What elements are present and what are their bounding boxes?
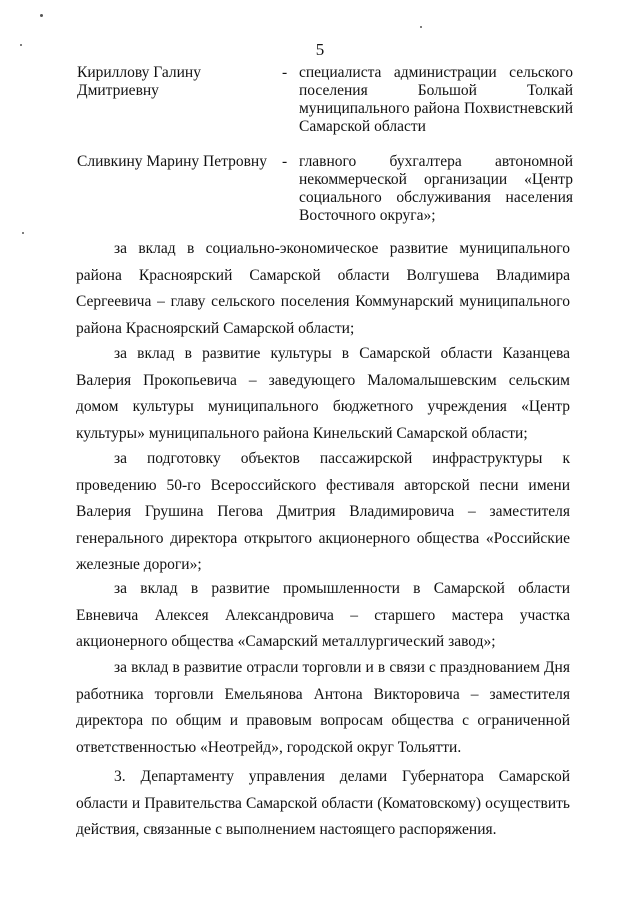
person-dash: - — [282, 64, 288, 81]
award-paragraph: за вклад в социально-экономическое развитие муниципального района Красноярский Самарской области Волгушева Владимира Сергеевича – главу сельского поселения Коммунарский муниципального района Красноярский Самарской области; — [76, 240, 570, 337]
page-number: 5 — [315, 40, 325, 59]
person-name: Сливкину Марину Петровну — [77, 153, 267, 170]
person-name: Кириллову Галину Дмитриевну — [77, 64, 201, 99]
person-position: специалиста администрации сельского поселения Большой Толкай муниципального района Похвистневский Самарской области — [299, 64, 573, 135]
scan-speck — [420, 26, 422, 28]
scan-speck — [40, 14, 43, 17]
award-paragraph: за подготовку объектов пассажирской инфраструктуры к проведению 50-го Всероссийского фестиваля авторской песни имени Валерия Грушина Пегова Дмитрия Владимировича – заместителя генерального директора открытого акционерного общества «Российские железные дороги»; — [76, 450, 570, 573]
award-paragraph: за вклад в развитие промышленности в Самарской области Евневича Алексея Александровича – старшего мастера участка акционерного общества «Самарский металлургический завод»; — [76, 580, 570, 650]
instruction-paragraph: 3. Департаменту управления делами Губернатора Самарской области и Правительства Самарской области (Коматовскому) осуществить действия, связанные с выполнением настоящего распоряжения. — [76, 768, 570, 838]
person-position: главного бухгалтера автономной некоммерческой организации «Центр социального обслуживания населения Восточного округа»; — [299, 153, 573, 224]
award-paragraph: за вклад в развитие культуры в Самарской области Казанцева Валерия Прокопьевича – заведующего Маломалышевским сельским домом культуры муниципального бюджетного учреждения «Центр культуры» муниципального района Кинельский Самарской области; — [76, 345, 570, 442]
scan-speck — [22, 232, 24, 234]
award-paragraph: за вклад в развитие отрасли торговли и в связи с празднованием Дня работника торговли Емельянова Антона Викторовича – заместителя директора по общим и правовым вопросам общества с ограниченной ответственностью «Неотрейд», городской округ Тольятти. — [76, 659, 570, 756]
person-dash: - — [282, 153, 288, 170]
